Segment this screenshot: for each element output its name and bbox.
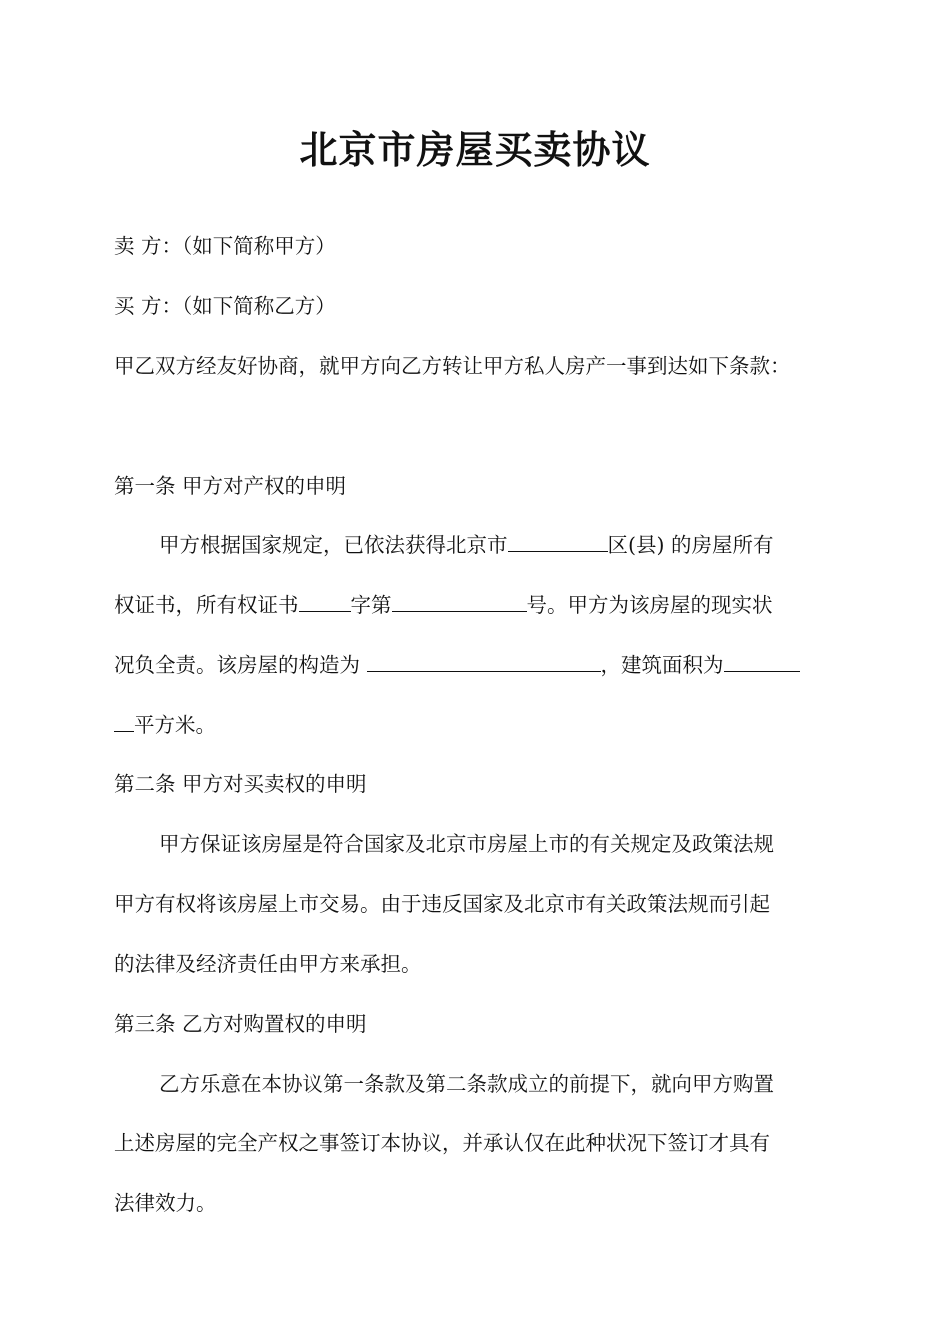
article1-line4 bbox=[114, 710, 216, 740]
seller-line: 卖 方：（如下简称甲方） bbox=[114, 234, 336, 258]
article2-line1: 甲方保证该房屋是符合国家及北京市房屋上市的有关规定及政策法规 bbox=[159, 832, 774, 856]
article1-line2 bbox=[114, 590, 773, 620]
article1-line4-text: 平方米。 bbox=[134, 713, 216, 737]
article1-line2-text-a: 权证书，所有权证书 bbox=[114, 593, 299, 617]
article1-line1-text-b: 区(县) 的房屋所有 bbox=[607, 533, 774, 557]
article1-line1-text-a: 甲方根据国家规定，已依法获得北京市 bbox=[159, 533, 508, 557]
article2-line2: 甲方有权将该房屋上市交易。由于违反国家及北京市有关政策法规而引起 bbox=[114, 892, 770, 916]
certificate-number-blank bbox=[392, 591, 527, 612]
article1-line2-text-b: 字第 bbox=[350, 593, 392, 617]
area-blank bbox=[724, 651, 800, 672]
buyer-line: 买 方：（如下简称乙方） bbox=[114, 294, 336, 318]
article1-line1 bbox=[159, 530, 774, 560]
article1-line2-text-c: 号。甲方为该房屋的现实状 bbox=[526, 593, 773, 617]
article1-line3-text-a: 况负全责。该房屋的构造为 bbox=[114, 653, 367, 677]
area-blank-continued bbox=[114, 711, 134, 732]
article1-heading: 第一条 甲方对产权的申明 bbox=[114, 474, 347, 498]
article2-heading: 第二条 甲方对买卖权的申明 bbox=[114, 772, 367, 796]
document-title: 北京市房屋买卖协议 bbox=[299, 128, 651, 172]
article1-line3-text-b: ，建筑面积为 bbox=[600, 653, 724, 677]
district-blank bbox=[508, 531, 608, 552]
article3-line3: 法律效力。 bbox=[114, 1191, 217, 1215]
certificate-prefix-blank bbox=[299, 591, 351, 612]
structure-blank bbox=[367, 651, 601, 672]
article3-line2: 上述房屋的完全产权之事签订本协议，并承认仅在此种状况下签订才具有 bbox=[114, 1131, 770, 1155]
intro-paragraph: 甲乙双方经友好协商，就甲方向乙方转让甲方私人房产一事到达如下条款： bbox=[114, 354, 791, 378]
article2-line3: 的法律及经济责任由甲方来承担。 bbox=[114, 952, 422, 976]
article1-line3 bbox=[114, 650, 800, 680]
article3-heading: 第三条 乙方对购置权的申明 bbox=[114, 1012, 367, 1036]
article3-line1: 乙方乐意在本协议第一条款及第二条款成立的前提下，就向甲方购置 bbox=[159, 1072, 774, 1096]
